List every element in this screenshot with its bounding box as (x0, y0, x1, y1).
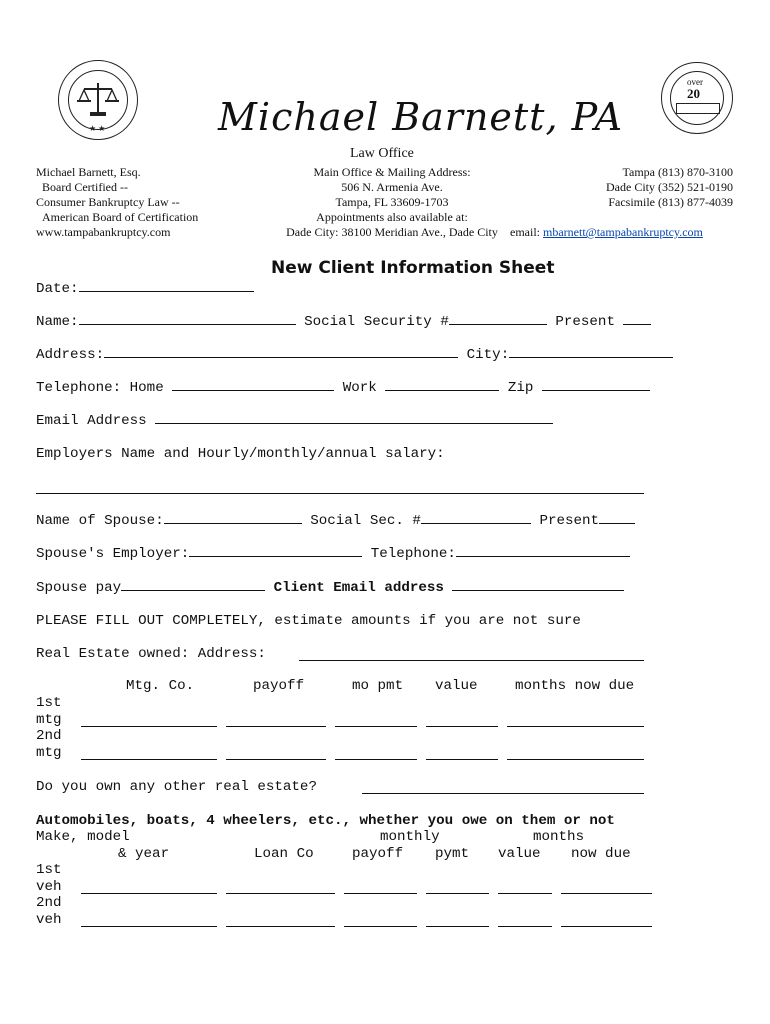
other-real-estate-label: Do you own any other real estate? (36, 779, 317, 795)
re-1-mtg-co-field[interactable] (81, 726, 217, 727)
instructions-row (36, 612, 581, 630)
date-row (36, 279, 254, 297)
zip-field[interactable] (542, 378, 650, 391)
left-seal-logo (58, 60, 138, 140)
header-left-block (36, 165, 198, 240)
dade-city-address: Dade City: 38100 Meridian Ave., Dade City (286, 225, 498, 239)
spouse-name-row (36, 511, 635, 529)
re-col-months-now-due: months now due (515, 678, 635, 694)
spouse-pay-row (36, 578, 624, 596)
auto-1-payoff-field[interactable] (344, 893, 417, 894)
re-col-value: value (435, 678, 478, 694)
appointments-note: Appointments also available at: (316, 210, 468, 224)
re-1-mo-pmt-field[interactable] (335, 726, 417, 727)
spouse-ssn-label: Social Sec. # (310, 513, 421, 529)
ssn-field[interactable] (449, 312, 547, 325)
re-row-1-label-a: 1st (36, 695, 62, 711)
zip-label: Zip (507, 380, 534, 396)
client-email-label: Client Email address (273, 580, 444, 596)
city-label: City: (466, 347, 510, 363)
name-field[interactable] (79, 312, 296, 325)
spouse-employer-field[interactable] (189, 544, 362, 557)
board-certified: Board Certified -- (42, 180, 128, 194)
name-row (36, 312, 651, 330)
spouse-ssn-field[interactable] (421, 511, 531, 524)
re-2-months-due-field[interactable] (507, 759, 644, 760)
auto-col-monthly: monthly (380, 829, 440, 845)
spouse-pay-field[interactable] (121, 578, 265, 591)
header-right-block (560, 165, 733, 210)
telephone-row (36, 378, 650, 396)
email-line (510, 225, 703, 240)
auto-1-loan-field[interactable] (226, 893, 335, 894)
re-col-mo-pmt: mo pmt (352, 678, 404, 694)
street-address: 506 N. Armenia Ave. (341, 180, 443, 194)
auto-col-months: months (533, 829, 585, 845)
other-real-estate-field[interactable] (362, 793, 644, 794)
facsimile: Facsimile (813) 877-4039 (608, 195, 733, 209)
auto-2-due-field[interactable] (561, 926, 652, 927)
email-address-row (36, 411, 553, 429)
other-real-estate-row (36, 778, 317, 796)
date-label: Date: (36, 281, 79, 297)
email-address-field[interactable] (155, 411, 553, 424)
auto-1-due-field[interactable] (561, 893, 652, 894)
re-col-mtg-co: Mtg. Co. (126, 678, 195, 694)
dade-city-phone: Dade City (352) 521-0190 (606, 180, 733, 194)
certification-board: American Board of Certification (42, 210, 199, 224)
address-field[interactable] (104, 345, 458, 358)
auto-1-pymt-field[interactable] (426, 893, 489, 894)
real-estate-row (36, 645, 266, 663)
real-estate-label: Real Estate owned: Address: (36, 646, 266, 662)
ssn-label: Social Security # (304, 314, 449, 330)
auto-row-1-label-a: 1st (36, 862, 62, 878)
seal-number: 20 (687, 86, 700, 101)
re-2-mtg-co-field[interactable] (81, 759, 217, 760)
auto-2-pymt-field[interactable] (426, 926, 489, 927)
re-1-payoff-field[interactable] (226, 726, 326, 727)
name-label: Name: (36, 314, 79, 330)
auto-col-year: & year (118, 846, 170, 862)
date-field[interactable] (79, 279, 254, 292)
auto-row-2-label-a: 2nd (36, 895, 62, 911)
spouse-name-label: Name of Spouse: (36, 513, 164, 529)
seal-over-text: over (687, 77, 703, 87)
spouse-telephone-field[interactable] (456, 544, 630, 557)
right-seal-logo (661, 62, 733, 134)
home-phone-label: Telephone: Home (36, 380, 164, 396)
auto-col-make-model: Make, model (36, 829, 130, 845)
employer-field[interactable] (36, 493, 644, 494)
email-address-label: Email Address (36, 413, 147, 429)
email-label: email: (510, 225, 540, 239)
re-1-months-due-field[interactable] (507, 726, 644, 727)
home-phone-field[interactable] (172, 378, 334, 391)
svg-text:★ ★: ★ ★ (89, 124, 106, 133)
employer-label: Employers Name and Hourly/monthly/annual salary: (36, 446, 445, 462)
spouse-telephone-label: Telephone: (370, 546, 456, 562)
re-2-payoff-field[interactable] (226, 759, 326, 760)
re-1-value-field[interactable] (426, 726, 498, 727)
auto-2-loan-field[interactable] (226, 926, 335, 927)
re-2-mo-pmt-field[interactable] (335, 759, 417, 760)
spouse-name-field[interactable] (164, 511, 302, 524)
spouse-pay-label: Spouse pay (36, 580, 122, 596)
auto-col-payoff: payoff (352, 846, 404, 862)
auto-2-value-field[interactable] (498, 926, 552, 927)
auto-row-1-label-b: veh (36, 879, 62, 895)
automobiles-heading: Automobiles, boats, 4 wheelers, etc., whether you owe on them or not (36, 813, 615, 829)
city-field[interactable] (509, 345, 673, 358)
re-row-2-label-a: 2nd (36, 728, 62, 744)
form-title: New Client Information Sheet (271, 258, 555, 278)
firm-brand-name: Michael Barnett, PA (218, 95, 624, 139)
auto-1-make-field[interactable] (81, 893, 217, 894)
auto-col-pymt: pymt (435, 846, 470, 862)
scales-of-justice-icon (59, 61, 137, 139)
instructions-text: PLEASE FILL OUT COMPLETELY, estimate amounts if you are not sure (36, 613, 581, 629)
tampa-phone: Tampa (813) 870-3100 (622, 165, 733, 179)
main-office-label: Main Office & Mailing Address: (313, 165, 471, 179)
auto-row-2-label-b: veh (36, 912, 62, 928)
specialty: Consumer Bankruptcy Law -- (36, 195, 180, 209)
real-estate-address-field[interactable] (299, 660, 644, 661)
employer-row (36, 445, 445, 463)
city-state-zip: Tampa, FL 33609-1703 (335, 195, 449, 209)
client-email-field[interactable] (452, 578, 624, 591)
address-row (36, 345, 673, 363)
spouse-employer-label: Spouse's Employer: (36, 546, 190, 562)
header-center-block (262, 165, 522, 240)
website-link[interactable]: www.tampabankruptcy.com (36, 225, 171, 239)
re-row-2-label-b: mtg (36, 745, 62, 761)
email-link[interactable]: mbarnett@tampabankruptcy.com (543, 225, 703, 239)
law-office-subtitle: Law Office (350, 146, 414, 161)
auto-2-payoff-field[interactable] (344, 926, 417, 927)
re-2-value-field[interactable] (426, 759, 498, 760)
auto-col-value: value (498, 846, 541, 862)
work-phone-label: Work (342, 380, 377, 396)
auto-col-loan-co: Loan Co (254, 846, 314, 862)
spouse-present-label: Present (539, 513, 600, 529)
present-label: Present (555, 314, 615, 330)
auto-1-value-field[interactable] (498, 893, 552, 894)
seal-ribbon (676, 103, 720, 114)
re-col-payoff: payoff (253, 678, 305, 694)
auto-2-make-field[interactable] (81, 926, 217, 927)
auto-col-now-due: now due (571, 846, 631, 862)
re-row-1-label-b: mtg (36, 712, 62, 728)
spouse-present-field[interactable] (599, 511, 635, 524)
attorney-name: Michael Barnett, Esq. (36, 165, 141, 179)
address-label: Address: (36, 347, 105, 363)
spouse-employer-row (36, 544, 630, 562)
work-phone-field[interactable] (385, 378, 499, 391)
present-field[interactable] (623, 312, 651, 325)
